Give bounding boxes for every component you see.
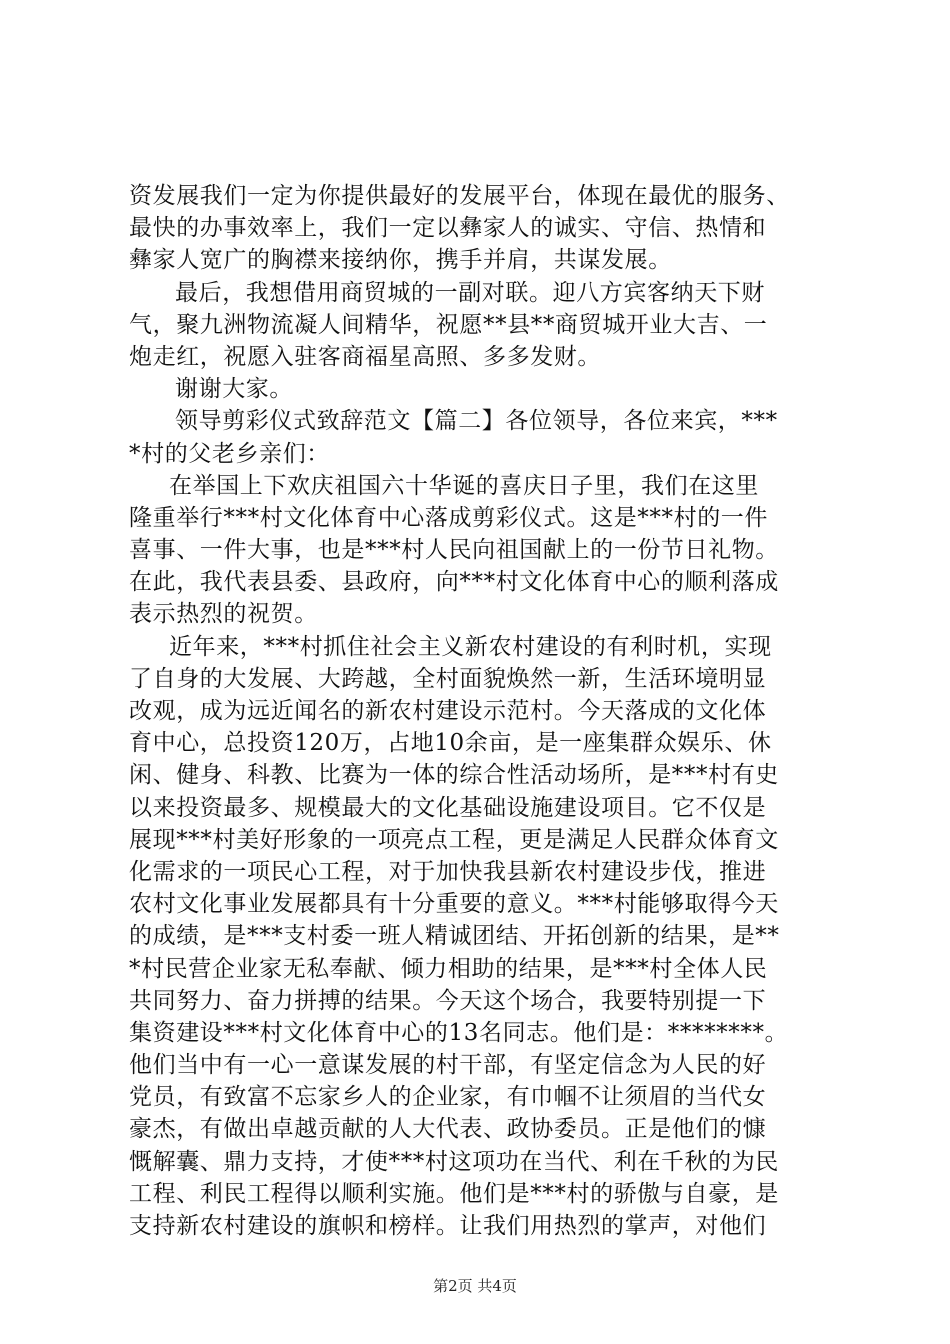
text-line: 最快的办事效率上，我们一定以彝家人的诚实、守信、热情和 (129, 215, 767, 242)
text-line: 隆重举行***村文化体育中心落成剪彩仪式。这是***村的一件 (129, 504, 768, 531)
text-line: 气，聚九洲物流凝人间精华，祝愿**县**商贸城开业大吉、一 (129, 311, 768, 338)
paragraph-first-line: 近年来，***村抓住社会主义新农村建设的有利时机，实现 (169, 633, 772, 660)
text-line: 育中心，总投资120万，占地10余亩，是一座集群众娱乐、休 (129, 730, 772, 757)
text-line: 化需求的一项民心工程，对于加快我县新农村建设步伐，推进 (129, 858, 767, 885)
document-body (129, 180, 849, 1242)
page-footer (0, 1276, 950, 1296)
paragraph-first-line: 谢谢大家。 (175, 376, 293, 403)
text-line: 的成绩，是***支村委一班人精诚团结、开拓创新的结果，是** (129, 923, 780, 950)
text-line: 党员，有致富不忘家乡人的企业家，有巾帼不让须眉的当代女 (129, 1084, 767, 1111)
text-line: 展现***村美好形象的一项亮点工程，更是满足人民群众体育文 (129, 826, 779, 853)
text-line: 资发展我们一定为你提供最好的发展平台，体现在最优的服务、 (129, 183, 790, 209)
text-line: 共同努力、奋力拼搏的结果。今天这个场合，我要特别提一下 (129, 987, 767, 1014)
text-line: 闲、健身、科教、比赛为一体的综合性活动场所，是***村有史 (129, 762, 779, 789)
text-line: *村的父老乡亲们： (129, 440, 330, 467)
text-line: *村民营企业家无私奉献、倾力相助的结果，是***村全体人民 (129, 955, 768, 982)
text-line: 农村文化事业发展都具有十分重要的意义。***村能够取得今天 (129, 891, 779, 918)
text-line: 集资建设***村文化体育中心的13名同志。他们是：********。 (129, 1019, 789, 1046)
text-line: 工程、利民工程得以顺利实施。他们是***村的骄傲与自豪，是 (129, 1180, 779, 1207)
text-line: 改观，成为远近闻名的新农村建设示范村。今天落成的文化体 (129, 698, 767, 724)
text-line: 了自身的大发展、大跨越，全村面貌焕然一新，生活环境明显 (129, 665, 767, 692)
text-line: 在此，我代表县委、县政府，向***村文化体育中心的顺利落成 (129, 569, 779, 596)
text-line: 慨解囊、鼎力支持，才使***村这项功在当代、利在千秋的为民 (129, 1148, 779, 1175)
section-heading-line: 领导剪彩仪式致辞范文【篇二】各位领导，各位来宾，*** (175, 408, 778, 435)
paragraph-first-line: 在举国上下欢庆祖国六十华诞的喜庆日子里，我们在这里 (169, 472, 759, 499)
text-line: 他们当中有一心一意谋发展的村干部，有坚定信念为人民的好 (129, 1052, 767, 1079)
text-line: 炮走红，祝愿入驻客商福星高照、多多发财。 (129, 343, 601, 370)
page-number-label: 第2页 共4页 (433, 1277, 517, 1295)
text-line: 表示热烈的祝贺。 (129, 601, 318, 628)
text-line: 彝家人宽广的胸襟来接纳你，携手并肩，共谋发展。 (129, 247, 672, 274)
text-line: 豪杰，有做出卓越贡献的人大代表、政协委员。正是他们的慷 (129, 1116, 767, 1143)
text-line: 以来投资最多、规模最大的文化基础设施建设项目。它不仅是 (129, 794, 767, 821)
paragraph-first-line: 最后，我想借用商贸城的一副对联。迎八方宾客纳天下财 (175, 279, 765, 306)
text-line: 喜事、一件大事，也是***村人民向祖国献上的一份节日礼物。 (129, 537, 779, 564)
text-line: 支持新农村建设的旗帜和榜样。让我们用热烈的掌声，对他们 (129, 1213, 767, 1239)
